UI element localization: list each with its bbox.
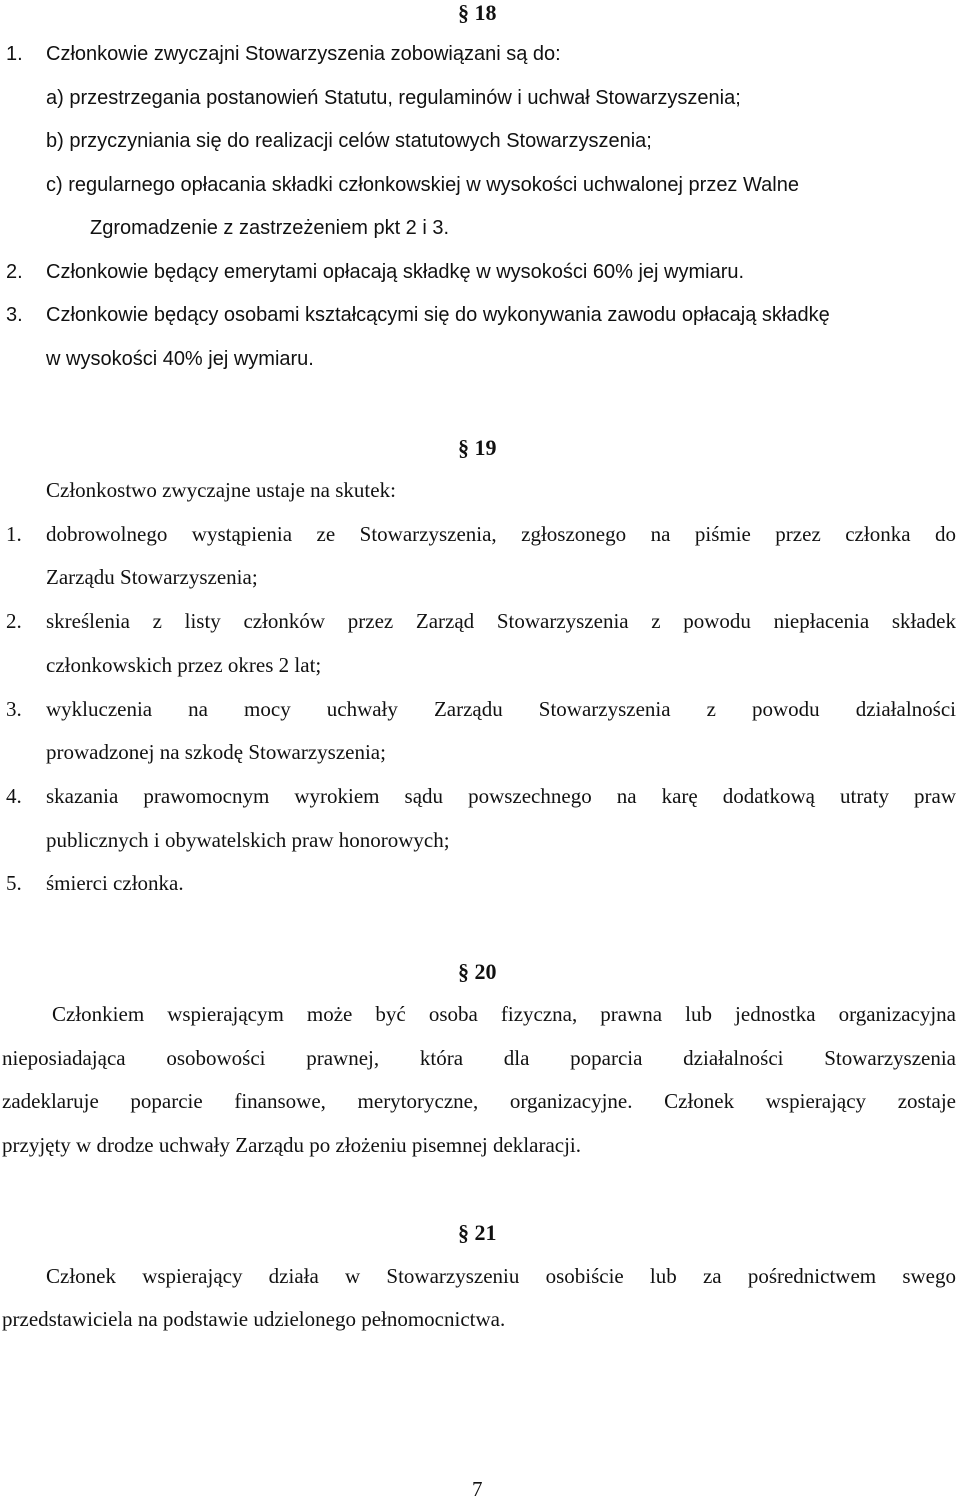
section-19-item-3-line-1: wykluczenia na mocy uchwały Zarządu Stowarzyszenia z powodu działalności [46, 697, 956, 721]
section-20-heading: § 20 [458, 959, 497, 984]
section-18-heading: § 18 [458, 0, 497, 25]
section-20-line-2: nieposiadająca osobowości prawnej, która dla poparcia działalności Stowarzyszenia [2, 1046, 956, 1070]
section-19-item-5-line-1: śmierci członka. [46, 871, 184, 895]
section-19-item-4-number: 4. [6, 784, 22, 808]
section-21-line-1: Członek wspierający działa w Stowarzyszeniu osobiście lub za pośrednictwem swego [46, 1264, 956, 1288]
section-19-heading: § 19 [458, 435, 497, 460]
section-19-item-3-line-2: prowadzonej na szkodę Stowarzyszenia; [46, 740, 386, 764]
section-19-item-2-line-1: skreślenia z listy członków przez Zarząd Stowarzyszenia z powodu niepłacenia składek [46, 609, 956, 633]
section-18-item-3-line-1: Członkowie będący osobami kształcącymi się do wykonywania zawodu opłacają składkę [46, 304, 830, 326]
section-21-line-2: przedstawiciela na podstawie udzielonego pełnomocnictwa. [2, 1307, 506, 1331]
section-18-item-1-sub-c-line-1: c) regularnego opłacania składki członkowskiej w wysokości uchwalonej przez Walne [46, 174, 799, 196]
section-19-item-1-line-2: Zarządu Stowarzyszenia; [46, 565, 258, 589]
section-18-item-1-text: Członkowie zwyczajni Stowarzyszenia zobowiązani są do: [46, 43, 561, 65]
section-19-item-5-number: 5. [6, 871, 22, 895]
section-19-item-2-number: 2. [6, 609, 22, 633]
section-18-item-3-line-2: w wysokości 40% jej wymiaru. [46, 348, 314, 370]
section-18-item-1-sub-c-line-2: Zgromadzenie z zastrzeżeniem pkt 2 i 3. [90, 217, 450, 239]
section-18-item-2-number: 2. [6, 261, 23, 283]
section-19-intro: Członkostwo zwyczajne ustaje na skutek: [46, 478, 396, 502]
section-21-heading: § 21 [458, 1220, 497, 1245]
section-18-item-2-text: Członkowie będący emerytami opłacają składkę w wysokości 60% jej wymiaru. [46, 261, 745, 283]
section-19-item-4-line-2: publicznych i obywatelskich praw honorowych; [46, 828, 450, 852]
section-19-item-2-line-2: członkowskich przez okres 2 lat; [46, 653, 322, 677]
section-18-item-1-number: 1. [6, 43, 23, 65]
section-19-item-1-number: 1. [6, 522, 22, 546]
section-18-item-1-sub-b: b) przyczyniania się do realizacji celów statutowych Stowarzyszenia; [46, 130, 652, 152]
section-18-item-1-sub-a: a) przestrzegania postanowień Statutu, regulaminów i uchwał Stowarzyszenia; [46, 87, 741, 109]
section-20-line-4: przyjęty w drodze uchwały Zarządu po złożeniu pisemnej deklaracji. [2, 1133, 582, 1157]
page-number: 7 [472, 1477, 483, 1501]
section-20-line-3: zadeklaruje poparcie finansowe, merytoryczne, organizacyjne. Członek wspierający zostaje [2, 1089, 956, 1113]
section-19-item-4-line-1: skazania prawomocnym wyrokiem sądu powszechnego na karę dodatkową utraty praw [46, 784, 956, 808]
section-20-line-1: Członkiem wspierającym może być osoba fizyczna, prawna lub jednostka organizacyjna [52, 1002, 956, 1026]
section-19-item-3-number: 3. [6, 697, 22, 721]
section-19-item-1-line-1: dobrowolnego wystąpienia ze Stowarzyszenia, zgłoszonego na piśmie przez członka do [46, 522, 956, 546]
section-18-item-3-number: 3. [6, 304, 23, 326]
